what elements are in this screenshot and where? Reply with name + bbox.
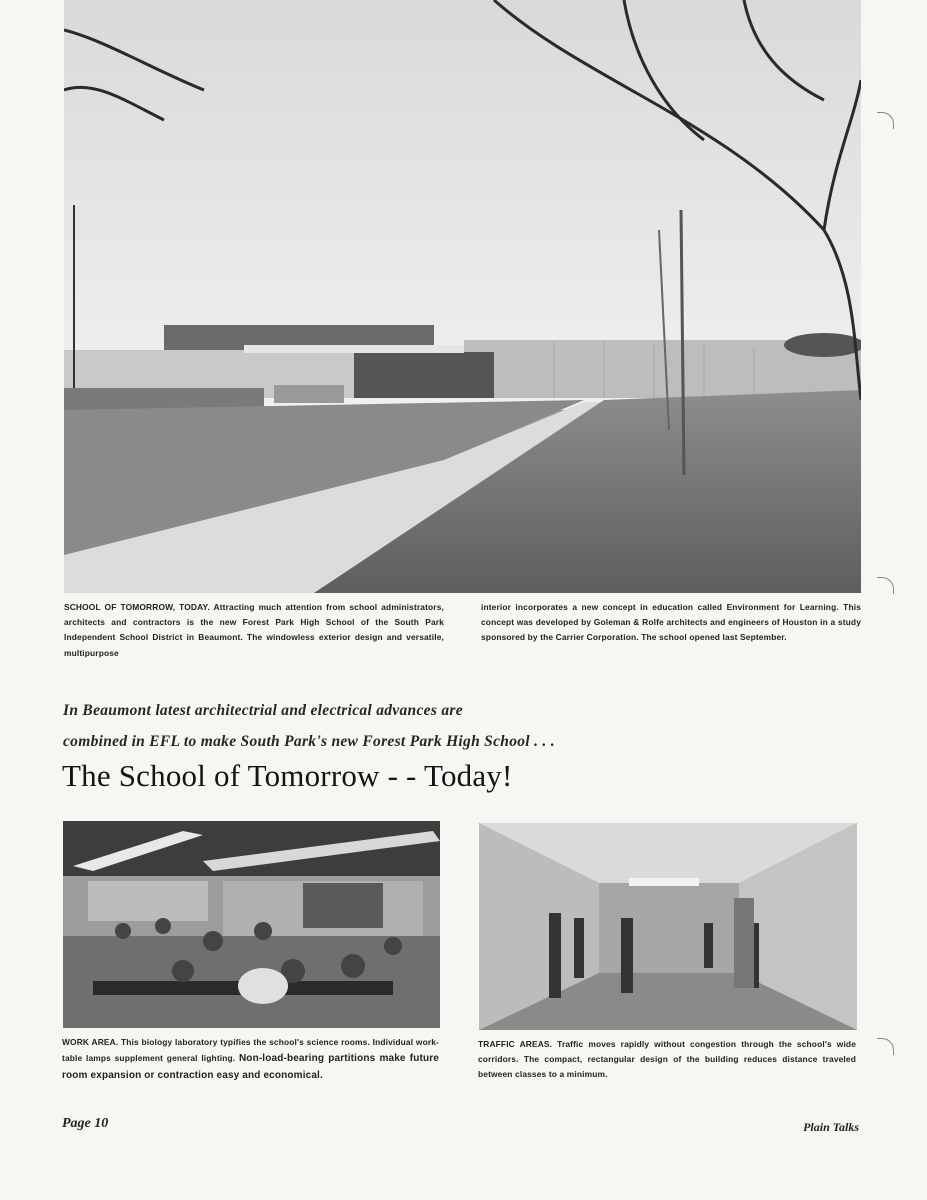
binder-hole-mark bbox=[877, 1038, 894, 1055]
main-photo bbox=[64, 0, 861, 593]
main-caption-left bbox=[64, 600, 444, 661]
main-caption-right bbox=[481, 600, 861, 646]
lab-caption-body: This biology laboratory typifies the school's science rooms. Individual work-table lamps supplement general lighting. bbox=[62, 1037, 439, 1064]
page-headline: The School of Tomorrow - - Today! bbox=[62, 758, 513, 793]
publication-name: Plain Talks bbox=[803, 1120, 859, 1134]
subhead-line-2: combined in EFL to make South Park's new Forest Park High School . . . bbox=[63, 733, 555, 750]
binder-hole-mark bbox=[877, 577, 894, 594]
lab-caption-body-2: Non-load-bearing partitions make future room expansion or contraction easy and economical. bbox=[62, 1053, 439, 1082]
main-caption-body-right: interior incorporates a new concept in education called Environment for Learning. This concept was developed by Goleman & Rolfe architects and engineers of Houston in a study sponsored by the Carrier Corporation. The school opened last September. bbox=[481, 602, 861, 643]
corridor-caption bbox=[478, 1037, 856, 1083]
main-caption-lead: SCHOOL OF TOMORROW, TODAY. bbox=[64, 602, 210, 612]
lab-caption bbox=[62, 1035, 439, 1084]
corridor-photo bbox=[479, 823, 857, 1030]
lab-caption-lead: WORK AREA. bbox=[62, 1037, 119, 1047]
main-caption-body-left: Attracting much attention from school administrators, architects and contractors is the new Forest Park High School of the South Park Independent School District in Beaumont. The windowless exterior design and versatile, multipurpose bbox=[64, 602, 444, 658]
corridor-caption-body: Traffic moves rapidly without congestion through the school's wide corridors. The compact, rectangular design of the building reduces distance traveled between classes to a minimum. bbox=[478, 1039, 857, 1080]
corridor-caption-lead: TRAFFIC AREAS. bbox=[478, 1039, 553, 1049]
binder-hole-mark bbox=[877, 112, 894, 129]
lab-photo bbox=[63, 821, 440, 1028]
subhead-line-1: In Beaumont latest architectrial and electrical advances are bbox=[63, 702, 463, 719]
page-number: Page 10 bbox=[62, 1116, 109, 1131]
